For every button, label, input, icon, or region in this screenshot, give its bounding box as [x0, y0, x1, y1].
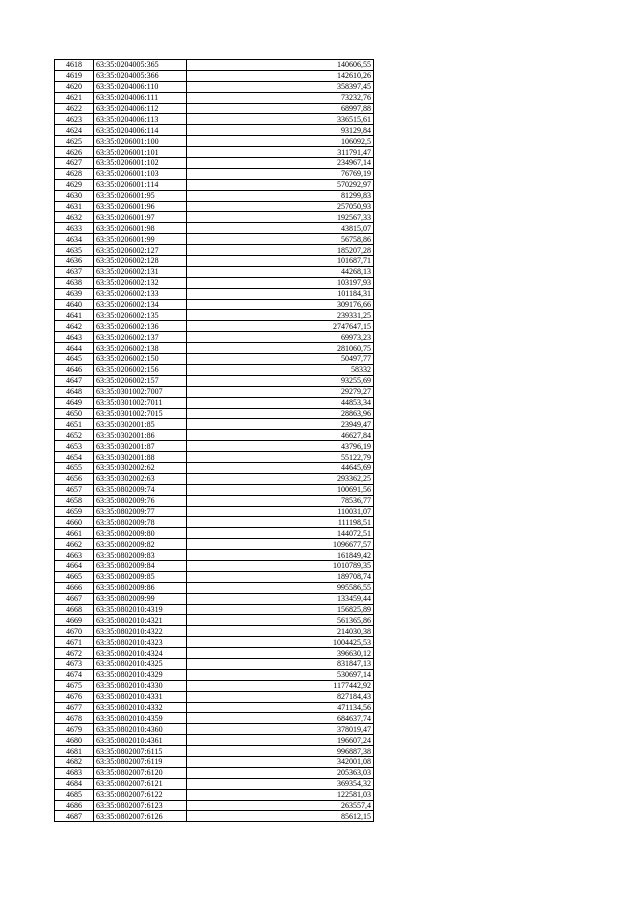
table-row: [55, 724, 374, 735]
value-cell: 93129,84: [187, 125, 374, 136]
cadastral-number-cell: 63:35:0206002:134: [94, 299, 187, 310]
value-cell: 561365,86: [187, 615, 374, 626]
table-row: [55, 441, 374, 452]
value-cell: 73232,76: [187, 92, 374, 103]
value-cell: 396630,12: [187, 648, 374, 659]
cadastral-number-cell: 63:35:0802009:74: [94, 484, 187, 495]
table-row: [55, 419, 374, 430]
row-number-cell: 4646: [55, 364, 94, 375]
value-cell: 50497,77: [187, 354, 374, 365]
row-number-cell: 4643: [55, 332, 94, 343]
cadastral-number-cell: 63:35:0802009:86: [94, 582, 187, 593]
cadastral-number-cell: 63:35:0802010:4361: [94, 735, 187, 746]
row-number-cell: 4674: [55, 669, 94, 680]
value-cell: 68997,88: [187, 103, 374, 114]
value-cell: 684637,74: [187, 713, 374, 724]
table-row: [55, 539, 374, 550]
value-cell: 239331,25: [187, 310, 374, 321]
cadastral-number-cell: 63:35:0802009:84: [94, 560, 187, 571]
value-cell: 122581,03: [187, 789, 374, 800]
table-row: [55, 147, 374, 158]
value-cell: 192567,33: [187, 212, 374, 223]
table-row: [55, 321, 374, 332]
table-row: [55, 277, 374, 288]
value-cell: 78536,77: [187, 495, 374, 506]
row-number-cell: 4684: [55, 778, 94, 789]
row-number-cell: 4678: [55, 713, 94, 724]
cadastral-number-cell: 63:35:0206001:101: [94, 147, 187, 158]
cadastral-number-cell: 63:35:0802010:4329: [94, 669, 187, 680]
row-number-cell: 4642: [55, 321, 94, 332]
cadastral-number-cell: 63:35:0206001:96: [94, 201, 187, 212]
table-row: [55, 168, 374, 179]
table-row: [55, 266, 374, 277]
value-cell: 336515,61: [187, 114, 374, 125]
cadastral-number-cell: 63:35:0302002:63: [94, 473, 187, 484]
row-number-cell: 4628: [55, 168, 94, 179]
table-row: [55, 245, 374, 256]
cadastral-number-cell: 63:35:0802009:82: [94, 539, 187, 550]
value-cell: 196607,24: [187, 735, 374, 746]
value-cell: 100691,56: [187, 484, 374, 495]
row-number-cell: 4664: [55, 560, 94, 571]
cadastral-number-cell: 63:35:0204006:111: [94, 92, 187, 103]
table-row: [55, 604, 374, 615]
cadastral-number-cell: 63:35:0802009:77: [94, 506, 187, 517]
value-cell: 46627,84: [187, 430, 374, 441]
table-row: [55, 495, 374, 506]
table-row: [55, 332, 374, 343]
value-cell: 76769,19: [187, 168, 374, 179]
table-row: [55, 81, 374, 92]
row-number-cell: 4666: [55, 582, 94, 593]
row-number-cell: 4639: [55, 288, 94, 299]
table-row: [55, 528, 374, 539]
value-cell: 995586,55: [187, 582, 374, 593]
row-number-cell: 4630: [55, 190, 94, 201]
value-cell: 369354,32: [187, 778, 374, 789]
value-cell: 234967,14: [187, 158, 374, 169]
row-number-cell: 4682: [55, 757, 94, 768]
cadastral-number-cell: 63:35:0206002:150: [94, 354, 187, 365]
value-cell: 570292,97: [187, 179, 374, 190]
row-number-cell: 4647: [55, 375, 94, 386]
row-number-cell: 4677: [55, 702, 94, 713]
cadastral-number-cell: 63:35:0302002:62: [94, 462, 187, 473]
value-cell: 44268,13: [187, 266, 374, 277]
cadastral-number-cell: 63:35:0206001:99: [94, 234, 187, 245]
value-cell: 471134,56: [187, 702, 374, 713]
value-cell: 311791,47: [187, 147, 374, 158]
table-row: [55, 473, 374, 484]
table-row: [55, 571, 374, 582]
cadastral-value-table: [54, 59, 374, 822]
value-cell: 133459,44: [187, 593, 374, 604]
row-number-cell: 4653: [55, 441, 94, 452]
table-row: [55, 735, 374, 746]
table-row: [55, 789, 374, 800]
value-cell: 101184,31: [187, 288, 374, 299]
value-cell: 142610,26: [187, 70, 374, 81]
table-row: [55, 354, 374, 365]
cadastral-number-cell: 63:35:0204005:366: [94, 70, 187, 81]
table-row: [55, 136, 374, 147]
table-row: [55, 364, 374, 375]
table-row: [55, 462, 374, 473]
cadastral-number-cell: 63:35:0302001:86: [94, 430, 187, 441]
value-cell: 110031,07: [187, 506, 374, 517]
cadastral-number-cell: 63:35:0802007:6126: [94, 811, 187, 822]
cadastral-number-cell: 63:35:0802009:78: [94, 517, 187, 528]
table-row: [55, 397, 374, 408]
row-number-cell: 4625: [55, 136, 94, 147]
value-cell: 530697,14: [187, 669, 374, 680]
value-cell: 309176,66: [187, 299, 374, 310]
row-number-cell: 4645: [55, 354, 94, 365]
table-row: [55, 691, 374, 702]
table-row: [55, 375, 374, 386]
cadastral-number-cell: 63:35:0204005:365: [94, 60, 187, 71]
row-number-cell: 4622: [55, 103, 94, 114]
value-cell: 144072,51: [187, 528, 374, 539]
row-number-cell: 4641: [55, 310, 94, 321]
cadastral-number-cell: 63:35:0206001:114: [94, 179, 187, 190]
row-number-cell: 4667: [55, 593, 94, 604]
table-row: [55, 582, 374, 593]
row-number-cell: 4672: [55, 648, 94, 659]
row-number-cell: 4660: [55, 517, 94, 528]
value-cell: 69973,23: [187, 332, 374, 343]
value-cell: 263557,4: [187, 800, 374, 811]
value-cell: 106092,5: [187, 136, 374, 147]
row-number-cell: 4662: [55, 539, 94, 550]
cadastral-number-cell: 63:35:0302001:87: [94, 441, 187, 452]
value-cell: 342001,08: [187, 757, 374, 768]
cadastral-number-cell: 63:35:0206002:156: [94, 364, 187, 375]
row-number-cell: 4681: [55, 746, 94, 757]
table-row: [55, 615, 374, 626]
row-number-cell: 4634: [55, 234, 94, 245]
row-number-cell: 4629: [55, 179, 94, 190]
cadastral-number-cell: 63:35:0802010:4324: [94, 648, 187, 659]
cadastral-number-cell: 63:35:0204006:113: [94, 114, 187, 125]
value-cell: 103197,93: [187, 277, 374, 288]
table-row: [55, 386, 374, 397]
value-cell: 43796,19: [187, 441, 374, 452]
cadastral-number-cell: 63:35:0802007:6119: [94, 757, 187, 768]
cadastral-number-cell: 63:35:0802007:6120: [94, 767, 187, 778]
cadastral-number-cell: 63:35:0302001:88: [94, 452, 187, 463]
value-cell: 81299,83: [187, 190, 374, 201]
row-number-cell: 4623: [55, 114, 94, 125]
row-number-cell: 4683: [55, 767, 94, 778]
cadastral-number-cell: 63:35:0802010:4321: [94, 615, 187, 626]
row-number-cell: 4669: [55, 615, 94, 626]
table-row: [55, 702, 374, 713]
cadastral-number-cell: 63:35:0206001:100: [94, 136, 187, 147]
value-cell: 93255,69: [187, 375, 374, 386]
table-row: [55, 60, 374, 71]
table-body: [55, 60, 374, 822]
table-row: [55, 103, 374, 114]
cadastral-number-cell: 63:35:0206002:157: [94, 375, 187, 386]
value-cell: 56758,86: [187, 234, 374, 245]
cadastral-number-cell: 63:35:0206002:136: [94, 321, 187, 332]
value-cell: 1004425,53: [187, 637, 374, 648]
table-row: [55, 452, 374, 463]
row-number-cell: 4679: [55, 724, 94, 735]
value-cell: 58332: [187, 364, 374, 375]
cadastral-number-cell: 63:35:0802010:4325: [94, 658, 187, 669]
table-row: [55, 70, 374, 81]
cadastral-number-cell: 63:35:0206002:133: [94, 288, 187, 299]
cadastral-number-cell: 63:35:0206002:135: [94, 310, 187, 321]
table-row: [55, 626, 374, 637]
table-row: [55, 484, 374, 495]
table-row: [55, 517, 374, 528]
value-cell: 281060,75: [187, 343, 374, 354]
cadastral-number-cell: 63:35:0802010:4323: [94, 637, 187, 648]
cadastral-number-cell: 63:35:0206001:98: [94, 223, 187, 234]
value-cell: 378019,47: [187, 724, 374, 735]
cadastral-number-cell: 63:35:0802007:6115: [94, 746, 187, 757]
row-number-cell: 4637: [55, 266, 94, 277]
cadastral-number-cell: 63:35:0204006:114: [94, 125, 187, 136]
cadastral-number-cell: 63:35:0206001:97: [94, 212, 187, 223]
cadastral-number-cell: 63:35:0802009:76: [94, 495, 187, 506]
value-cell: 161849,42: [187, 550, 374, 561]
value-cell: 28863,96: [187, 408, 374, 419]
value-cell: 23949,47: [187, 419, 374, 430]
value-cell: 101687,71: [187, 256, 374, 267]
cadastral-number-cell: 63:35:0301002:7011: [94, 397, 187, 408]
cadastral-number-cell: 63:35:0802010:4330: [94, 680, 187, 691]
table-row: [55, 125, 374, 136]
table-row: [55, 430, 374, 441]
value-cell: 189708,74: [187, 571, 374, 582]
cadastral-number-cell: 63:35:0206001:103: [94, 168, 187, 179]
table-row: [55, 310, 374, 321]
cadastral-number-cell: 63:35:0802009:99: [94, 593, 187, 604]
row-number-cell: 4657: [55, 484, 94, 495]
table-row: [55, 201, 374, 212]
row-number-cell: 4659: [55, 506, 94, 517]
value-cell: 1096677,57: [187, 539, 374, 550]
table-row: [55, 757, 374, 768]
cadastral-number-cell: 63:35:0301002:7007: [94, 386, 187, 397]
cadastral-number-cell: 63:35:0206002:127: [94, 245, 187, 256]
table-row: [55, 669, 374, 680]
cadastral-number-cell: 63:35:0206002:131: [94, 266, 187, 277]
table-row: [55, 593, 374, 604]
cadastral-number-cell: 63:35:0206002:132: [94, 277, 187, 288]
table-row: [55, 550, 374, 561]
value-cell: 1177442,92: [187, 680, 374, 691]
cadastral-number-cell: 63:35:0802010:4332: [94, 702, 187, 713]
row-number-cell: 4686: [55, 800, 94, 811]
row-number-cell: 4635: [55, 245, 94, 256]
value-cell: 85612,15: [187, 811, 374, 822]
table-row: [55, 190, 374, 201]
row-number-cell: 4668: [55, 604, 94, 615]
table-row: [55, 92, 374, 103]
value-cell: 257050,93: [187, 201, 374, 212]
table-row: [55, 746, 374, 757]
value-cell: 2747647,15: [187, 321, 374, 332]
cadastral-number-cell: 63:35:0802010:4322: [94, 626, 187, 637]
table-row: [55, 223, 374, 234]
cadastral-number-cell: 63:35:0206001:95: [94, 190, 187, 201]
value-cell: 55122,79: [187, 452, 374, 463]
value-cell: 831847,13: [187, 658, 374, 669]
row-number-cell: 4636: [55, 256, 94, 267]
row-number-cell: 4648: [55, 386, 94, 397]
table-row: [55, 658, 374, 669]
table-row: [55, 680, 374, 691]
row-number-cell: 4618: [55, 60, 94, 71]
cadastral-number-cell: 63:35:0301002:7015: [94, 408, 187, 419]
row-number-cell: 4631: [55, 201, 94, 212]
cadastral-number-cell: 63:35:0802010:4360: [94, 724, 187, 735]
value-cell: 358397,45: [187, 81, 374, 92]
row-number-cell: 4663: [55, 550, 94, 561]
row-number-cell: 4644: [55, 343, 94, 354]
table-row: [55, 288, 374, 299]
table-row: [55, 713, 374, 724]
value-cell: 44853,34: [187, 397, 374, 408]
table-row: [55, 648, 374, 659]
table-row: [55, 767, 374, 778]
table-row: [55, 343, 374, 354]
value-cell: 185207,28: [187, 245, 374, 256]
cadastral-number-cell: 63:35:0802009:85: [94, 571, 187, 582]
value-cell: 996887,38: [187, 746, 374, 757]
value-cell: 293362,25: [187, 473, 374, 484]
row-number-cell: 4652: [55, 430, 94, 441]
row-number-cell: 4632: [55, 212, 94, 223]
table-row: [55, 212, 374, 223]
row-number-cell: 4676: [55, 691, 94, 702]
value-cell: 214030,38: [187, 626, 374, 637]
row-number-cell: 4670: [55, 626, 94, 637]
row-number-cell: 4640: [55, 299, 94, 310]
cadastral-number-cell: 63:35:0302001:85: [94, 419, 187, 430]
value-cell: 44645,69: [187, 462, 374, 473]
cadastral-number-cell: 63:35:0802010:4359: [94, 713, 187, 724]
value-cell: 43815,07: [187, 223, 374, 234]
table-row: [55, 637, 374, 648]
value-cell: 29279,27: [187, 386, 374, 397]
row-number-cell: 4619: [55, 70, 94, 81]
cadastral-number-cell: 63:35:0206001:102: [94, 158, 187, 169]
table-row: [55, 560, 374, 571]
value-cell: 111198,51: [187, 517, 374, 528]
table-row: [55, 179, 374, 190]
row-number-cell: 4638: [55, 277, 94, 288]
row-number-cell: 4620: [55, 81, 94, 92]
value-cell: 205363,03: [187, 767, 374, 778]
cadastral-number-cell: 63:35:0206002:138: [94, 343, 187, 354]
row-number-cell: 4665: [55, 571, 94, 582]
table-row: [55, 778, 374, 789]
row-number-cell: 4651: [55, 419, 94, 430]
cadastral-number-cell: 63:35:0802007:6121: [94, 778, 187, 789]
cadastral-number-cell: 63:35:0206002:137: [94, 332, 187, 343]
row-number-cell: 4654: [55, 452, 94, 463]
cadastral-number-cell: 63:35:0802009:83: [94, 550, 187, 561]
value-cell: 827184,43: [187, 691, 374, 702]
row-number-cell: 4671: [55, 637, 94, 648]
row-number-cell: 4687: [55, 811, 94, 822]
row-number-cell: 4673: [55, 658, 94, 669]
row-number-cell: 4626: [55, 147, 94, 158]
cadastral-number-cell: 63:35:0204006:110: [94, 81, 187, 92]
cadastral-number-cell: 63:35:0206002:128: [94, 256, 187, 267]
row-number-cell: 4658: [55, 495, 94, 506]
row-number-cell: 4650: [55, 408, 94, 419]
row-number-cell: 4621: [55, 92, 94, 103]
cadastral-number-cell: 63:35:0802009:80: [94, 528, 187, 539]
cadastral-number-cell: 63:35:0802007:6122: [94, 789, 187, 800]
row-number-cell: 4656: [55, 473, 94, 484]
row-number-cell: 4633: [55, 223, 94, 234]
table-row: [55, 158, 374, 169]
table-row: [55, 114, 374, 125]
row-number-cell: 4675: [55, 680, 94, 691]
table-row: [55, 256, 374, 267]
row-number-cell: 4649: [55, 397, 94, 408]
table-row: [55, 234, 374, 245]
row-number-cell: 4627: [55, 158, 94, 169]
row-number-cell: 4680: [55, 735, 94, 746]
table-row: [55, 408, 374, 419]
cadastral-number-cell: 63:35:0802010:4331: [94, 691, 187, 702]
table-row: [55, 506, 374, 517]
cadastral-number-cell: 63:35:0802010:4319: [94, 604, 187, 615]
row-number-cell: 4685: [55, 789, 94, 800]
row-number-cell: 4624: [55, 125, 94, 136]
row-number-cell: 4661: [55, 528, 94, 539]
value-cell: 1010789,35: [187, 560, 374, 571]
table-row: [55, 800, 374, 811]
table-row: [55, 811, 374, 822]
value-cell: 156825,89: [187, 604, 374, 615]
cadastral-number-cell: 63:35:0204006:112: [94, 103, 187, 114]
row-number-cell: 4655: [55, 462, 94, 473]
table-row: [55, 299, 374, 310]
value-cell: 140606,55: [187, 60, 374, 71]
cadastral-number-cell: 63:35:0802007:6123: [94, 800, 187, 811]
